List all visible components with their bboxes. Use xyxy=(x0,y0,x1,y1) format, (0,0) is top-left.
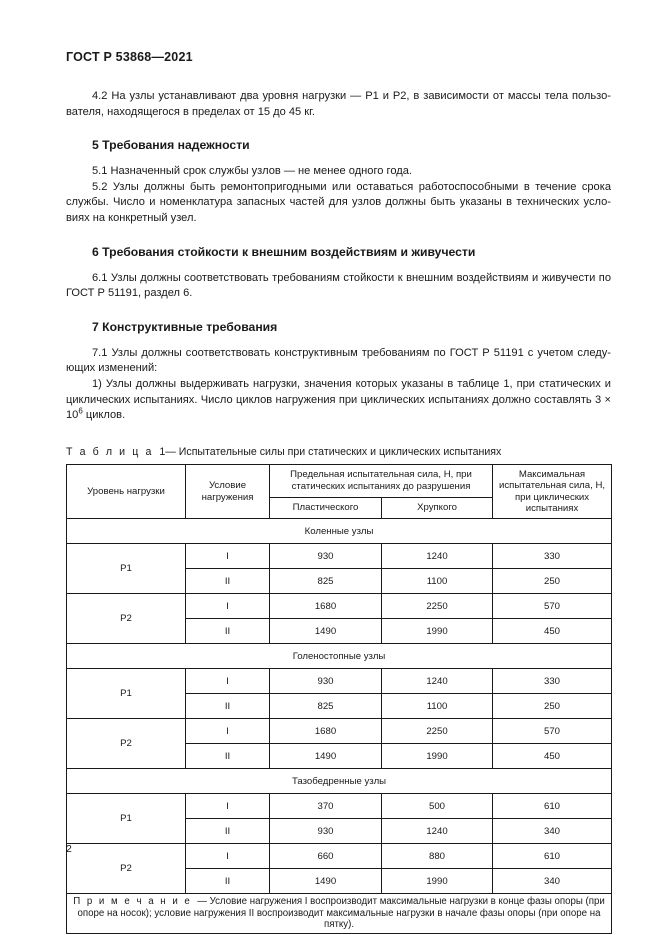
cell-load-condition: I xyxy=(186,669,270,694)
cell-load-level: Р1 xyxy=(67,669,186,719)
table-note-row xyxy=(67,894,612,934)
cell-load-level: Р1 xyxy=(67,544,186,594)
paragraph-5-1: 5.1 Назначенный срок службы узлов — не менее одного года. xyxy=(92,165,412,178)
header-brittle: Хрупкого xyxy=(382,497,493,518)
table-row xyxy=(67,844,612,869)
cell-cyclic-force: 250 xyxy=(493,694,612,719)
cell-plastic-force: 825 xyxy=(270,569,382,594)
table-caption-label: Т а б л и ц а xyxy=(66,445,154,458)
cell-plastic-force: 1680 xyxy=(270,594,382,619)
cell-load-condition: II xyxy=(186,819,270,844)
heading-section-5: 5 Требования надежности xyxy=(92,138,250,153)
paragraph-5-2: 5.2 Узлы должны быть ремонтопригодными или оставаться работоспособными в течение срока службы. Число и номенклатура запасных частей для узлов должны быть указаны в технических усло-виях на конкретный узел. xyxy=(66,180,611,224)
cell-plastic-force: 1490 xyxy=(270,619,382,644)
cell-brittle-force: 1240 xyxy=(382,669,493,694)
cell-brittle-force: 1240 xyxy=(382,819,493,844)
cell-load-condition: I xyxy=(186,544,270,569)
page-number: 2 xyxy=(66,843,72,855)
cell-brittle-force: 1100 xyxy=(382,694,493,719)
table-note-text: — Условие нагружения I воспроизводит максимальные нагрузки в конце фазы опоры (при опоре на носок); условие нагружения II воспроизводит максимальные нагрузки в начале фазы опоры (при опоре на пятку). xyxy=(77,896,605,931)
cell-load-level: Р1 xyxy=(67,794,186,844)
header-plastic: Пластического xyxy=(270,497,382,518)
heading-section-7: 7 Конструктивные требования xyxy=(92,319,278,334)
paragraph-7-1-item-1-text: 1) Узлы должны выдерживать нагрузки, значения которых указаны в таблице 1, при статических и циклических испытаниях. Число циклов нагружения при циклических испытаниях должно составлять 3 × 10 xyxy=(66,377,611,422)
table-header-row-1 xyxy=(67,464,612,497)
cell-brittle-force: 500 xyxy=(382,794,493,819)
table-caption-text: — Испытательные силы при статических и циклических испытаниях xyxy=(165,445,502,458)
cell-plastic-force: 1680 xyxy=(270,719,382,744)
table-group-row xyxy=(67,519,612,544)
cell-load-level: Р2 xyxy=(67,719,186,769)
cycles-exponent: 6 xyxy=(78,406,83,416)
cell-brittle-force: 1990 xyxy=(382,869,493,894)
cell-brittle-force: 2250 xyxy=(382,594,493,619)
table-row xyxy=(67,794,612,819)
paragraph-7-1-item-1 xyxy=(66,377,611,424)
cell-brittle-force: 1100 xyxy=(382,569,493,594)
header-max-cyclic-force: Максимальная испытательная сила, Н, при циклических испытаниях xyxy=(493,464,612,519)
table-row xyxy=(67,544,612,569)
page-content xyxy=(66,50,611,934)
table-row xyxy=(67,594,612,619)
cell-load-condition: I xyxy=(186,594,270,619)
cell-brittle-force: 2250 xyxy=(382,719,493,744)
cell-plastic-force: 660 xyxy=(270,844,382,869)
document-header: ГОСТ Р 53868—2021 xyxy=(66,50,193,64)
cell-cyclic-force: 450 xyxy=(493,744,612,769)
cell-plastic-force: 1490 xyxy=(270,744,382,769)
table-group-title: Тазобедренные узлы xyxy=(67,769,612,794)
table-group-title: Голеностопные узлы xyxy=(67,644,612,669)
cell-plastic-force: 370 xyxy=(270,794,382,819)
cell-brittle-force: 1240 xyxy=(382,544,493,569)
cell-cyclic-force: 340 xyxy=(493,869,612,894)
table-group-row xyxy=(67,644,612,669)
header-load-condition: Условие нагружения xyxy=(186,464,270,519)
table-caption-number: 1 xyxy=(159,445,166,458)
test-forces-table xyxy=(66,464,612,934)
table-note xyxy=(67,894,612,934)
cell-load-condition: II xyxy=(186,869,270,894)
cell-cyclic-force: 570 xyxy=(493,719,612,744)
table-row xyxy=(67,719,612,744)
table-row xyxy=(67,669,612,694)
cell-load-condition: II xyxy=(186,694,270,719)
table-group-title: Коленные узлы xyxy=(67,519,612,544)
cell-plastic-force: 825 xyxy=(270,694,382,719)
cell-brittle-force: 880 xyxy=(382,844,493,869)
heading-section-6: 6 Требования стойкости к внешним воздействиям и живучести xyxy=(92,244,476,259)
cell-cyclic-force: 250 xyxy=(493,569,612,594)
cell-cyclic-force: 330 xyxy=(493,669,612,694)
cell-cyclic-force: 450 xyxy=(493,619,612,644)
cell-load-condition: II xyxy=(186,744,270,769)
cell-load-level: Р2 xyxy=(67,844,186,894)
paragraph-4-2: 4.2 На узлы устанавливают два уровня нагрузки — Р1 и Р2, в зависимости от массы тела пользо-вателя, находящегося в пределах от 15 до 45 кг. xyxy=(66,90,611,118)
table-caption xyxy=(66,446,611,458)
cell-plastic-force: 1490 xyxy=(270,869,382,894)
paragraph-6-1: 6.1 Узлы должны соответствовать требованиям стойкости к внешним воздействиям и живучести по ГОСТ Р 51191, раздел 6. xyxy=(66,271,611,300)
cell-load-condition: II xyxy=(186,569,270,594)
cell-load-condition: I xyxy=(186,794,270,819)
cell-plastic-force: 930 xyxy=(270,544,382,569)
cell-cyclic-force: 570 xyxy=(493,594,612,619)
cycles-suffix: циклов. xyxy=(82,409,126,422)
cell-plastic-force: 930 xyxy=(270,669,382,694)
header-load-level: Уровень нагрузки xyxy=(67,464,186,519)
table-header xyxy=(67,464,612,519)
table-group-row xyxy=(67,769,612,794)
cell-cyclic-force: 340 xyxy=(493,819,612,844)
cell-cyclic-force: 330 xyxy=(493,544,612,569)
cell-load-level: Р2 xyxy=(67,594,186,644)
cell-load-condition: I xyxy=(186,844,270,869)
paragraph-7-1: 7.1 Узлы должны соответствовать конструктивным требованиям по ГОСТ Р 51191 с учетом следу-ющих изменений: xyxy=(66,346,611,375)
table-footer xyxy=(67,894,612,934)
cell-cyclic-force: 610 xyxy=(493,794,612,819)
table-body xyxy=(67,519,612,894)
cell-brittle-force: 1990 xyxy=(382,619,493,644)
cell-cyclic-force: 610 xyxy=(493,844,612,869)
cell-plastic-force: 930 xyxy=(270,819,382,844)
header-ultimate-force: Предельная испытательная сила, Н, при статических испытаниях до разрушения xyxy=(270,464,493,497)
cell-load-condition: I xyxy=(186,719,270,744)
cell-brittle-force: 1990 xyxy=(382,744,493,769)
cell-load-condition: II xyxy=(186,619,270,644)
table-note-label: П р и м е ч а н и е xyxy=(73,896,192,908)
